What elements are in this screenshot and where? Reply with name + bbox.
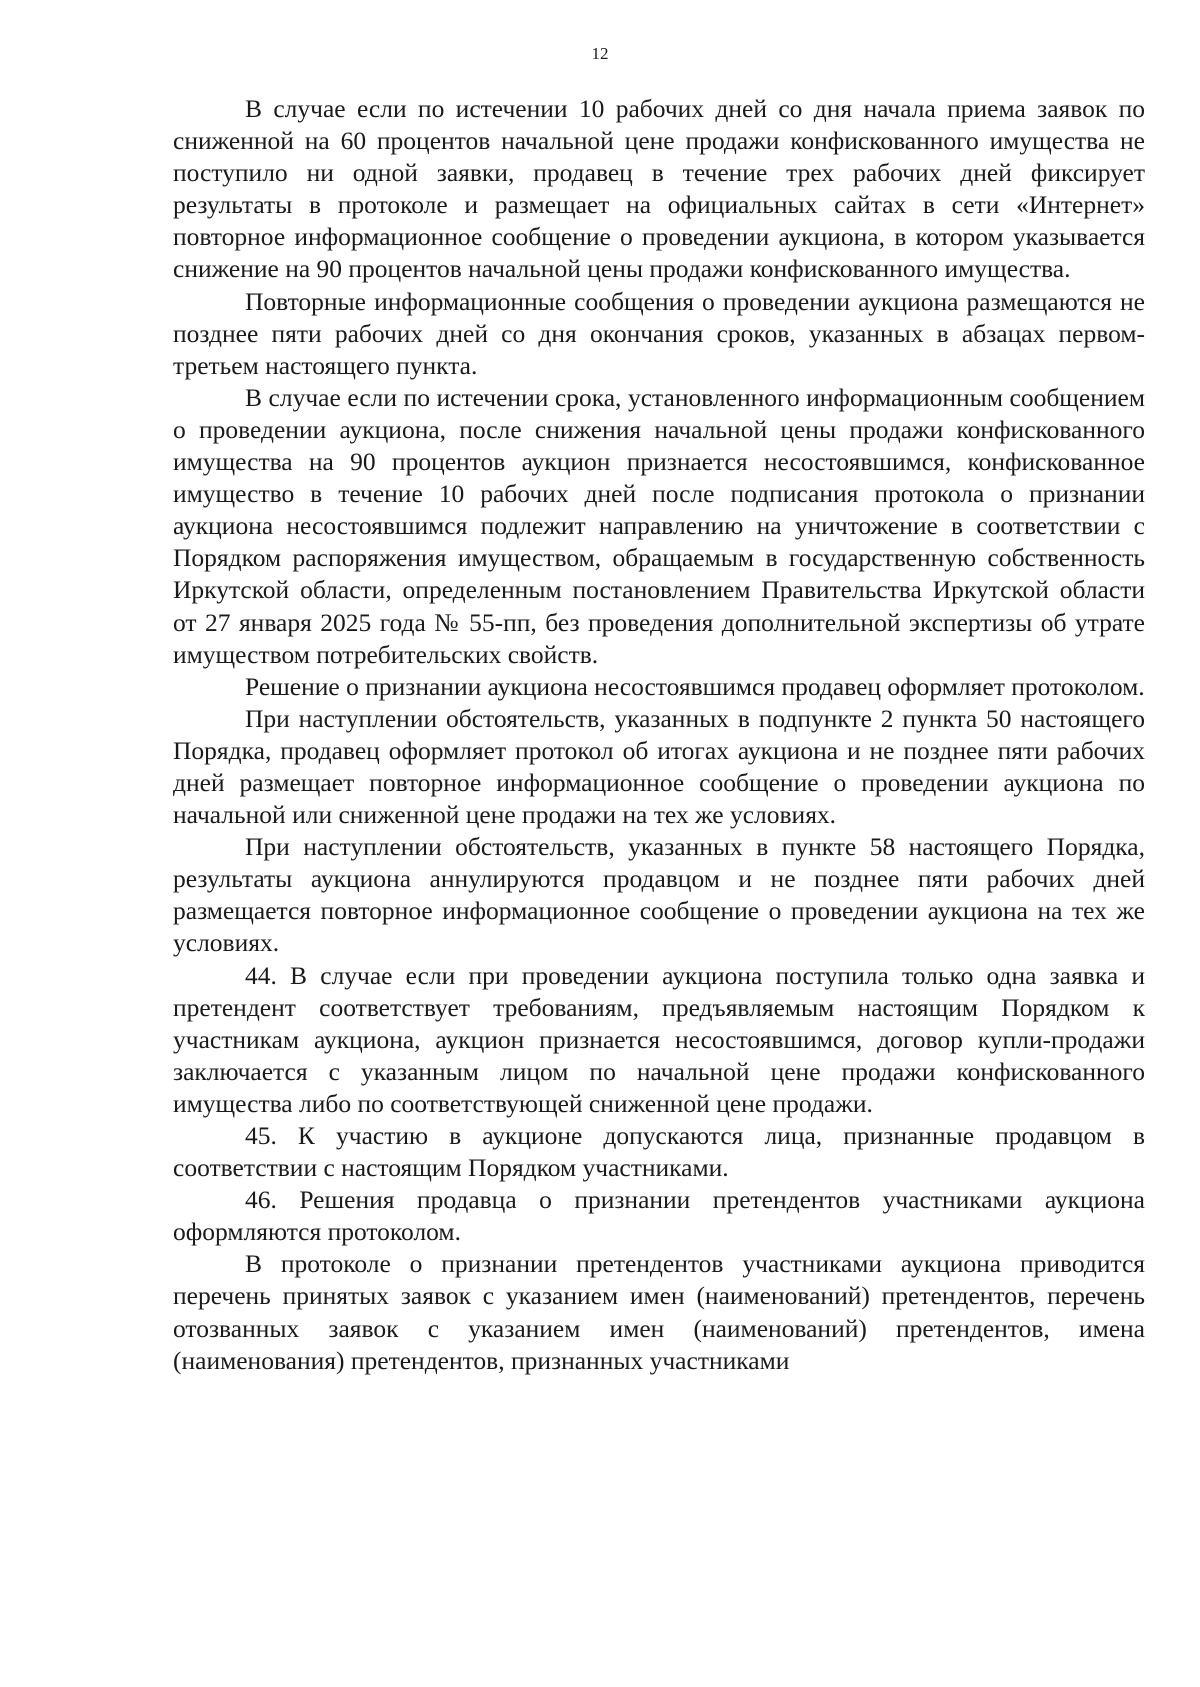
paragraph-1: В случае если по истечении 10 рабочих дней со дня начала приема заявок по сниженной на 60 процентов начальной цене продажи конфискованного имущества не поступило ни одной заявки, продавец в течение трех рабочих дней фиксирует результаты в протоколе и размещает на официальных сайтах в сети «Интернет» повторное информационное сообщение о проведении аукциона, в котором указывается снижение на 90 процентов начальной цены продажи конфискованного имущества. (173, 94, 1145, 284)
paragraph-3: В случае если по истечении срока, установленного информационным сообщением о проведении аукциона, после снижения начальной цены продажи конфискованного имущества на 90 процентов аукцион признается несостоявшимся, конфискованное имущество в течение 10 рабочих дней после подписания протокола о признании аукциона несостоявшимся подлежит направлению на уничтожение в соответствии с Порядком распоряжения имуществом, обращаемым в государственную собственность Иркутской области, определенным постановлением Правительства Иркутской области от 27 января 2025 года № 55-пп, без проведения дополнительной экспертизы об утрате имуществом потребительских свойств. (173, 382, 1145, 669)
paragraph-clause-45: 45. К участию в аукционе допускаются лица, признанные продавцом в соответствии с настоящим Порядком участниками. (173, 1121, 1145, 1183)
paragraph-6: При наступлении обстоятельств, указанных в пункте 58 настоящего Порядка, результаты аукциона аннулируются продавцом и не позднее пяти рабочих дней размещается повторное информационное сообщение о проведении аукциона на тех же условиях. (173, 832, 1145, 958)
document-body (173, 93, 1145, 1377)
paragraph-clause-46: 46. Решения продавца о признании претендентов участниками аукциона оформляются протоколом. (173, 1185, 1145, 1247)
paragraph-4: Решение о признании аукциона несостоявшимся продавец оформляет протоколом. (245, 671, 1145, 701)
paragraph-5: При наступлении обстоятельств, указанных в подпункте 2 пункта 50 настоящего Порядка, продавец оформляет протокол об итогах аукциона и не позднее пяти рабочих дней размещает повторное информационное сообщение о проведении аукциона по начальной или сниженной цене продажи на тех же условиях. (173, 703, 1145, 830)
paragraph-2: Повторные информационные сообщения о проведении аукциона размещаются не позднее пяти рабочих дней со дня окончания сроков, указанных в абзацах первом-третьем настоящего пункта. (173, 286, 1145, 380)
paragraph-clause-44: 44. В случае если при проведении аукциона поступила только одна заявка и претендент соответствует требованиям, предъявляемым настоящим Порядком к участникам аукциона, аукцион признается несостоявшимся, договор купли-продажи заключается с указанным лицом по начальной цене продажи конфискованного имущества либо по соответствующей сниженной цене продажи. (173, 960, 1145, 1118)
paragraph-10: В протоколе о признании претендентов участниками аукциона приводится перечень принятых заявок с указанием имен (наименований) претендентов, перечень отозванных заявок с указанием имен (наименований) претендентов, имена (наименования) претендентов, признанных участниками (173, 1249, 1145, 1375)
page-number: 12 (591, 44, 609, 63)
